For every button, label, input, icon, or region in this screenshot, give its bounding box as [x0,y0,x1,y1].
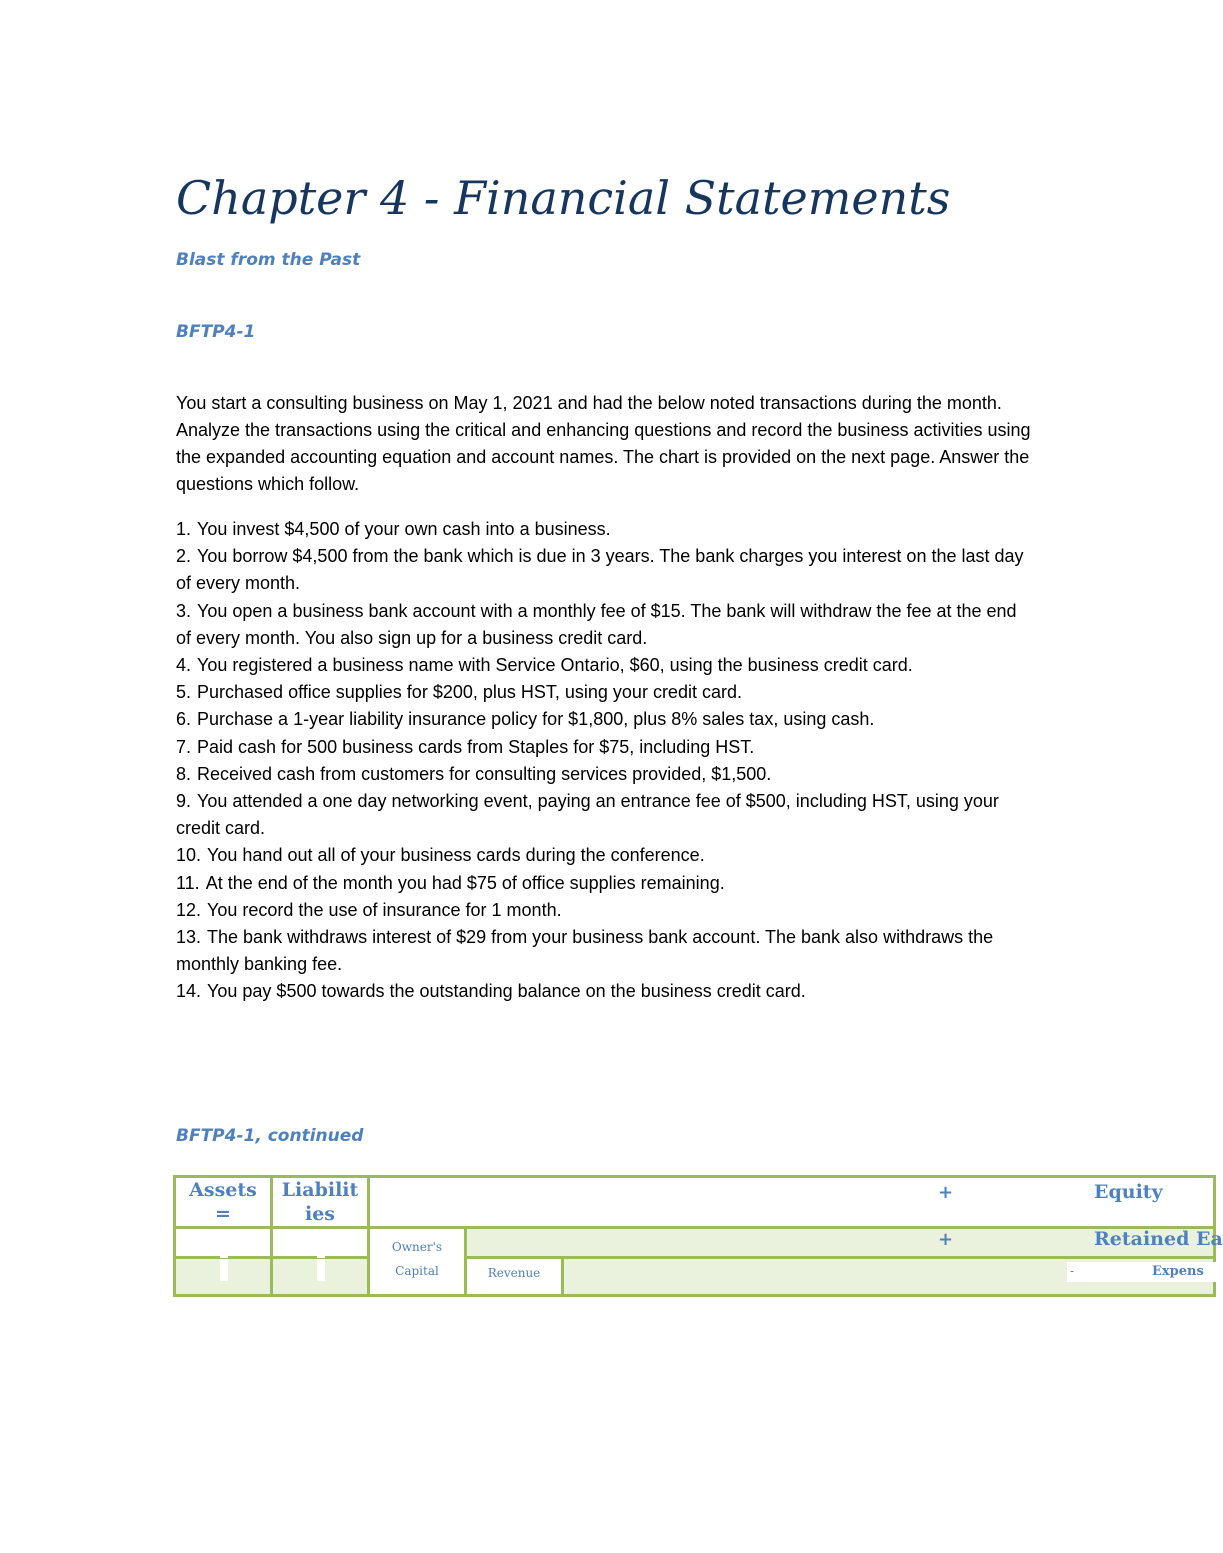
transaction-number: 12. [176,899,202,920]
transaction-text: Received cash from customers for consulting services provided, $1,500. [197,763,772,784]
equity-label: Equity [1094,1181,1163,1203]
transaction-item [176,788,1036,842]
equity-header-cell [369,1177,1215,1228]
transaction-text: Purchase a 1-year liability insurance policy for $1,800, plus 8% sales tax, using cash. [197,709,875,730]
transaction-number: 4. [176,655,192,676]
transaction-item [176,598,1036,652]
transaction-item [176,652,1036,679]
exercise-heading: BFTP4-1 [176,322,256,342]
accounting-equation-table [173,1175,1223,1292]
page-title: Chapter 4 - Financial Statements [176,171,951,225]
assets-cell-row3 [175,1258,272,1296]
transaction-item [176,761,1036,788]
liabilities-cell-row2 [272,1228,369,1258]
transaction-item [176,978,1036,1005]
plus-sign-equity: + [938,1182,954,1203]
assets-label: Assets [189,1179,257,1201]
minus-sign: - [1070,1264,1075,1278]
transaction-text: The bank withdraws interest of $29 from your business bank account. The bank also withdraws the monthly banking fee. [176,927,994,975]
continued-heading: BFTP4-1, continued [176,1126,364,1146]
owners-capital-cell [369,1228,466,1296]
transaction-number: 5. [176,682,192,703]
transaction-item [176,734,1036,761]
liabilities-label-line1: Liabilit [281,1179,359,1201]
transaction-item [176,516,1036,543]
transaction-number: 7. [176,736,192,757]
transaction-number: 1. [176,519,192,539]
transaction-number: 13. [176,927,202,948]
transaction-text: At the end of the month you had $75 of office supplies remaining. [205,872,725,893]
transaction-text: You hand out all of your business cards during the conference. [207,845,705,866]
transaction-item [176,897,1036,924]
assets-equals-sign: = [215,1203,231,1225]
transaction-number: 9. [176,791,192,812]
transaction-number: 14. [176,981,202,1002]
transaction-text: You open a business bank account with a monthly fee of $15. The bank will withdraw the fee at the end of every month. You also sign up for a business credit card. [176,600,1017,648]
transaction-number: 8. [176,763,192,784]
retained-earnings-cell [466,1228,1223,1258]
transaction-number: 2. [176,546,192,567]
section-heading: Blast from the Past [176,250,361,270]
liabilities-cell-row3 [272,1258,369,1296]
transaction-number: 10. [176,845,202,866]
transaction-item [176,543,1036,597]
transaction-number: 6. [176,709,192,730]
expenses-label: Expens [1152,1264,1204,1279]
liabilities-label-line2: ies [304,1203,335,1225]
retained-earnings-label: Retained Ea [1094,1228,1223,1250]
assets-header-cell [175,1177,272,1228]
expenses-cell [563,1258,1215,1296]
transaction-text: You borrow $4,500 from the bank which is due in 3 years. The bank charges you interest on the last day of every month. [176,546,1024,594]
revenue-label: Revenue [487,1266,541,1280]
transaction-list [176,516,1036,1006]
transaction-text: You registered a business name with Service Ontario, $60, using the business credit card. [197,655,913,676]
transaction-item [176,924,1036,978]
transaction-item [176,706,1036,733]
transaction-item [176,870,1036,897]
transaction-text: Paid cash for 500 business cards from Staples for $75, including HST. [197,736,755,757]
transaction-number: 3. [176,600,192,621]
intro-paragraph: You start a consulting business on May 1, 2021 and had the below noted transactions during the month. Analyze the transactions using the critical and enhancing questions and record the business activities using the expanded accounting equation and account names. The chart is provided on the next page. Answer the questions which follow. [176,393,1031,494]
liabilities-header-cell [272,1177,369,1228]
transaction-item [176,679,1036,706]
transaction-text: You pay $500 towards the outstanding balance on the business credit card. [207,981,806,1002]
owners-label-line2: Capital [395,1264,439,1278]
owners-label-line1: Owner's [391,1240,443,1254]
transaction-number: 11. [176,872,200,893]
transaction-text: You record the use of insurance for 1 month. [207,899,562,920]
transaction-item [176,842,1036,869]
assets-cell-row2 [175,1228,272,1258]
revenue-cell [466,1258,563,1296]
transaction-text: You invest $4,500 of your own cash into a business. [197,519,611,539]
transaction-text: You attended a one day networking event, paying an entrance fee of $500, including HST, using your credit card. [176,791,999,839]
plus-sign-retained: + [938,1229,954,1250]
transaction-text: Purchased office supplies for $200, plus HST, using your credit card. [197,682,742,703]
